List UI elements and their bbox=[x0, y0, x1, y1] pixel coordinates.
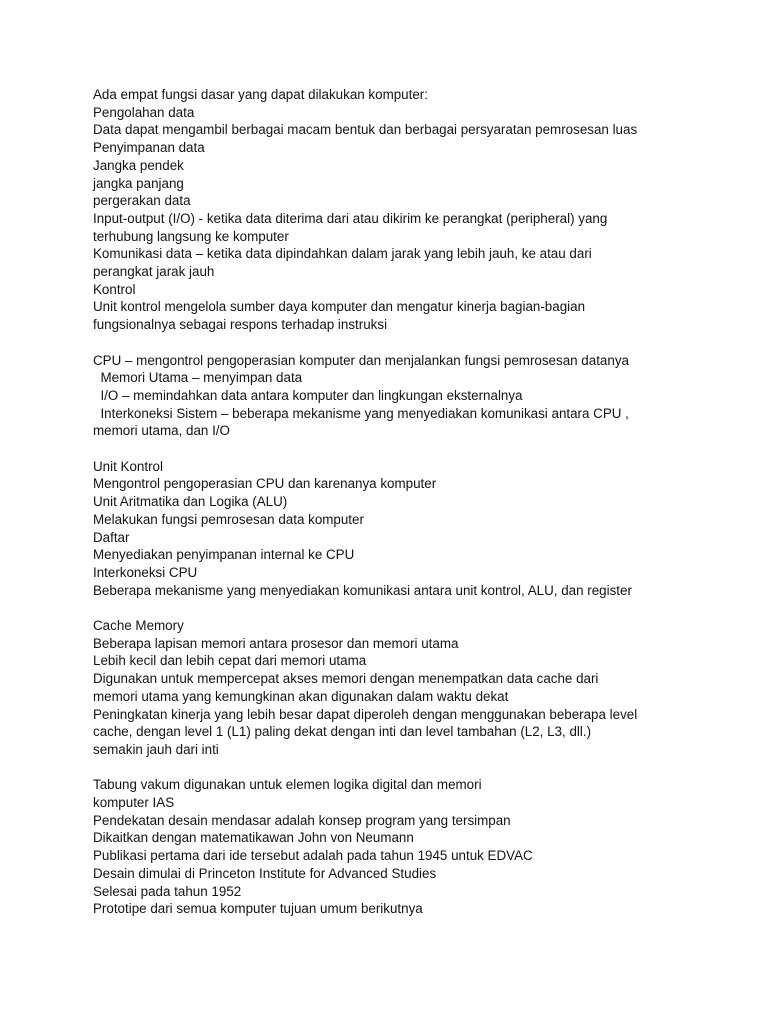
text-line: Unit Kontrol bbox=[93, 458, 163, 474]
text-line: jangka panjang bbox=[93, 175, 184, 191]
blank-line bbox=[93, 440, 753, 458]
text-line: Publikasi pertama dari ide tersebut adalah pada tahun 1945 untuk EDVAC bbox=[93, 848, 533, 864]
text-line: Beberapa lapisan memori antara prosesor dan memori utama bbox=[93, 635, 459, 651]
text-line: Unit kontrol mengelola sumber daya komputer dan mengatur kinerja bagian-bagian bbox=[93, 299, 586, 315]
text-line: Menyediakan penyimpanan internal ke CPU bbox=[93, 547, 355, 563]
text-line: Data dapat mengambil berbagai macam bentuk dan berbagai persyaratan pemrosesan luas bbox=[93, 122, 638, 138]
text-line: I/O – memindahkan data antara komputer dan lingkungan eksternalnya bbox=[93, 387, 523, 403]
text-line: CPU – mengontrol pengoperasian komputer dan menjalankan fungsi pemrosesan datanya bbox=[93, 352, 629, 368]
text-line: Daftar bbox=[93, 529, 130, 545]
text-line: Penyimpanan data bbox=[93, 140, 205, 156]
text-line: Unit Aritmatika dan Logika (ALU) bbox=[93, 494, 288, 510]
text-line: Cache Memory bbox=[93, 618, 184, 634]
text-line: Jangka pendek bbox=[93, 157, 184, 173]
text-line: Desain dimulai di Princeton Institute for Advanced Studies bbox=[93, 865, 437, 881]
document-body bbox=[93, 86, 753, 918]
text-line: fungsionalnya sebagai respons terhadap instruksi bbox=[93, 317, 388, 333]
text-line: Komunikasi data – ketika data dipindahkan dalam jarak yang lebih jauh, ke atau dari bbox=[93, 246, 592, 262]
text-line: Pengolahan data bbox=[93, 104, 195, 120]
text-line: perangkat jarak jauh bbox=[93, 264, 215, 280]
text-line: Tabung vakum digunakan untuk elemen logika digital dan memori bbox=[93, 777, 482, 793]
text-line: Memori Utama – menyimpan data bbox=[93, 370, 303, 386]
text-line: Interkoneksi Sistem – beberapa mekanisme yang menyediakan komunikasi antara CPU , bbox=[93, 405, 629, 421]
text-line: Pendekatan desain mendasar adalah konsep program yang tersimpan bbox=[93, 812, 511, 828]
text-line: Mengontrol pengoperasian CPU dan karenanya komputer bbox=[93, 476, 437, 492]
text-line: Kontrol bbox=[93, 281, 136, 297]
text-line: Selesai pada tahun 1952 bbox=[93, 883, 242, 899]
text-line: Melakukan fungsi pemrosesan data komputer bbox=[93, 511, 364, 527]
text-line: Prototipe dari semua komputer tujuan umum berikutnya bbox=[93, 901, 423, 917]
text-line: semakin jauh dari inti bbox=[93, 741, 219, 757]
text-line: Beberapa mekanisme yang menyediakan komunikasi antara unit kontrol, ALU, dan register bbox=[93, 582, 632, 598]
text-line: Ada empat fungsi dasar yang dapat dilakukan komputer: bbox=[93, 87, 428, 102]
text-line: Digunakan untuk mempercepat akses memori dengan menempatkan data cache dari bbox=[93, 671, 599, 687]
blank-line bbox=[93, 759, 753, 777]
text-line: Dikaitkan dengan matematikawan John von Neumann bbox=[93, 830, 414, 846]
text-line: Lebih kecil dan lebih cepat dari memori utama bbox=[93, 653, 367, 669]
text-line: terhubung langsung ke komputer bbox=[93, 228, 289, 244]
text-line: memori utama, dan I/O bbox=[93, 423, 230, 439]
text-line: pergerakan data bbox=[93, 193, 191, 209]
text-line: cache, dengan level 1 (L1) paling dekat dengan inti dan level tambahan (L2, L3, dll.) bbox=[93, 724, 592, 740]
text-line: memori utama yang kemungkinan akan digunakan dalam waktu dekat bbox=[93, 688, 509, 704]
text-line: Peningkatan kinerja yang lebih besar dapat diperoleh dengan menggunakan beberapa level bbox=[93, 706, 638, 722]
blank-line bbox=[93, 334, 753, 352]
text-line: komputer IAS bbox=[93, 795, 175, 811]
text-line: Input-output (I/O) - ketika data diterima dari atau dikirim ke perangkat (peripheral) yang bbox=[93, 210, 608, 226]
text-line: Interkoneksi CPU bbox=[93, 564, 198, 580]
blank-line bbox=[93, 599, 753, 617]
